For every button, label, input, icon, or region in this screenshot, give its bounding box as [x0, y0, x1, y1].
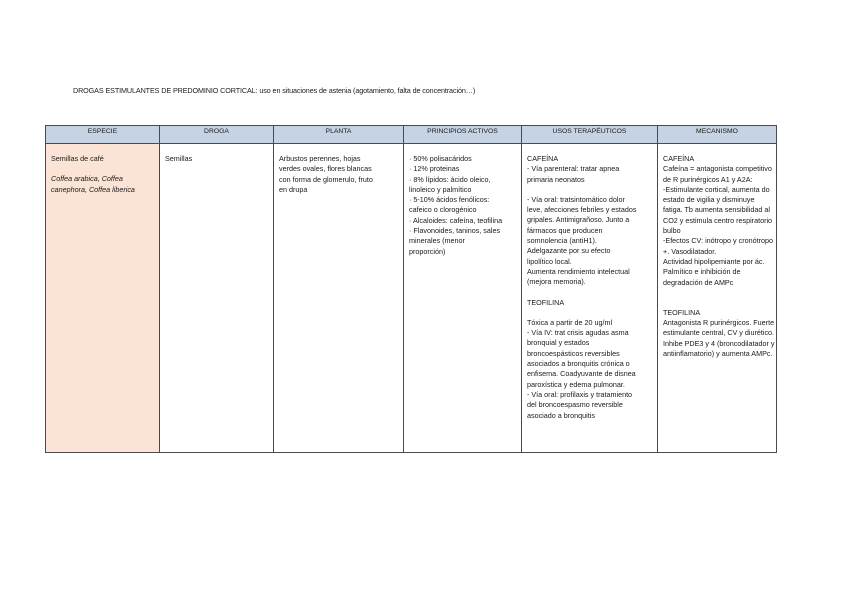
mecanismo-line: Antagonista R purinérgicos. Fuerte: [663, 318, 775, 328]
usos-line: lipolítico local.: [527, 256, 572, 266]
cell-usos-terapeuticos: [522, 144, 658, 453]
mecanismo-line: antiinflamatorio) y aumenta AMPc.: [663, 349, 773, 359]
principio-line: · 5-10% ácidos fenólicos:: [409, 195, 490, 205]
principio-line: · 8% lípidos: ácido oleico,: [409, 174, 491, 184]
principio-line: proporción): [409, 246, 446, 256]
mecanismo-cafeina-title: CAFEÍNA: [663, 154, 695, 163]
usos-cafeina-title: CAFEÍNA: [527, 154, 559, 163]
mecanismo-line: Palmítico e inhibición de: [663, 267, 741, 277]
usos-line: broncoespásticos reversibles: [527, 348, 620, 358]
header-especie: ESPECIE: [46, 126, 160, 144]
mecanismo-line: -Estimulante cortical, aumenta do: [663, 184, 770, 194]
mecanismo-line: de R purinérgicos A1 y A2A:: [663, 174, 753, 184]
usos-line: asociado a bronquitis: [527, 410, 595, 420]
header-principios-activos: PRINCIPIOS ACTIVOS: [404, 126, 522, 144]
principio-line: cafeico o clorogénico: [409, 205, 477, 215]
mecanismo-line: Inhibe PDE3 y 4 (broncodilatador y: [663, 338, 775, 348]
planta-line: verdes ovales, flores blancas: [279, 164, 372, 174]
table-header-row: [46, 126, 777, 144]
usos-line: Tóxica a partir de 20 ug/ml: [527, 317, 613, 327]
especie-species-line: canephora, Coffea liberica: [51, 184, 135, 194]
mecanismo-line: +. Vasodilatador.: [663, 246, 717, 256]
cell-droga: [160, 144, 274, 453]
mecanismo-line: Actividad hipolipemiante por ác.: [663, 256, 765, 266]
principio-line: linoleico y palmítico: [409, 184, 472, 194]
mecanismo-line: CO2 y estimula centro respiratorio: [663, 215, 773, 225]
table-row: [46, 144, 777, 453]
usos-line: leve, afecciones febriles y estados: [527, 205, 637, 215]
usos-line: gripales. Antimigrañoso. Junto a: [527, 215, 630, 225]
drugs-table: [45, 125, 777, 453]
header-usos-terapeuticos: USOS TERAPÉUTICOS: [522, 126, 658, 144]
cell-principios-activos: [404, 144, 522, 453]
mecanismo-line: bulbo: [663, 226, 681, 236]
mecanismo-line: estimulante central, CV y diurético.: [663, 328, 775, 338]
usos-line: del broncoespasmo reversible: [527, 400, 623, 410]
planta-line: Arbustos perennes, hojas: [279, 154, 361, 163]
mecanismo-line: estado de vigilia y disminuye: [663, 195, 755, 205]
header-droga: DROGA: [160, 126, 274, 144]
cell-planta: [274, 144, 404, 453]
cell-mecanismo: [658, 144, 777, 453]
usos-line: somnolencia (antiH1).: [527, 236, 597, 246]
usos-line: - Vía oral: profilaxis y tratamiento: [527, 389, 633, 399]
usos-line: paroxística y edema pulmonar.: [527, 379, 625, 389]
usos-line: (mejora memoria).: [527, 277, 586, 287]
especie-species-line: Coffea arabica, Coffea: [51, 174, 123, 184]
usos-line: Adelgazante por su efecto: [527, 246, 611, 256]
cell-especie: [46, 144, 160, 453]
mecanismo-line: fatiga. Tb aumenta sensibilidad al: [663, 205, 770, 215]
mecanismo-teofilina-title: TEOFILINA: [663, 307, 701, 317]
planta-line: con forma de glomerulo, fruto: [279, 174, 373, 184]
droga-value: Semillas: [165, 154, 193, 163]
usos-line: primaria neonatos: [527, 174, 585, 184]
usos-line: - Vía oral: tratsintomático dolor: [527, 194, 625, 204]
mecanismo-line: degradación de AMPc: [663, 277, 734, 287]
principio-line: · Flavonoides, taninos, sales: [409, 226, 501, 236]
principio-line: · 50% polisacáridos: [409, 154, 472, 163]
usos-line: fármacos que producen: [527, 225, 603, 235]
document-title: DROGAS ESTIMULANTES DE PREDOMINIO CORTICAL: uso en situaciones de astenia (agotamiento, falta de concentración…): [73, 86, 476, 95]
mecanismo-line: -Efectos CV: inótropo y cronótropo: [663, 236, 773, 246]
usos-line: - Vía parenteral: tratar apnea: [527, 164, 620, 174]
mecanismo-line: Cafeína = antagonista competitivo: [663, 164, 772, 174]
usos-line: bronquial y estados: [527, 338, 590, 348]
header-mecanismo: MECANISMO: [658, 126, 777, 144]
usos-teofilina-title: TEOFILINA: [527, 297, 565, 307]
usos-line: Aumenta rendimiento intelectual: [527, 266, 630, 276]
header-planta: PLANTA: [274, 126, 404, 144]
usos-line: asociados a bronquitis crónica o: [527, 359, 630, 369]
usos-line: - Vía IV: trat crisis agudas asma: [527, 328, 629, 338]
usos-line: enfisema. Coadyuvante de disnea: [527, 369, 636, 379]
planta-line: en drupa: [279, 184, 308, 194]
principio-line: minerales (menor: [409, 236, 465, 246]
especie-name: Semillas de café: [51, 154, 104, 163]
principio-line: · Alcaloides: cafeína, teofilina: [409, 215, 503, 225]
principio-line: · 12% proteinas: [409, 164, 460, 174]
